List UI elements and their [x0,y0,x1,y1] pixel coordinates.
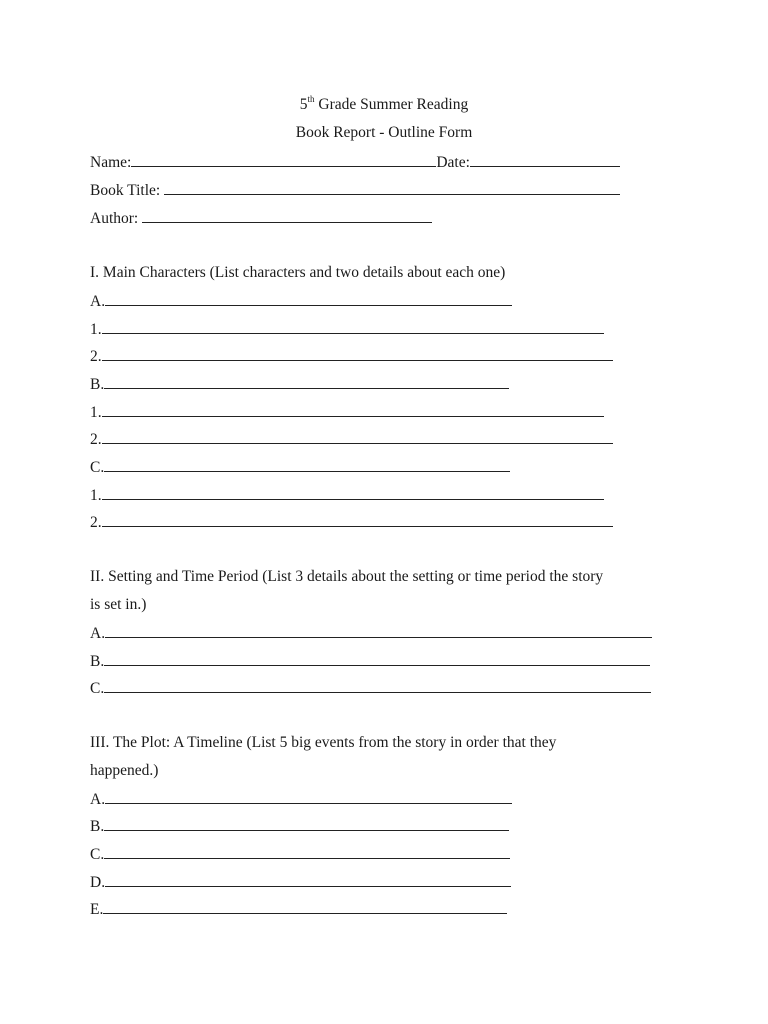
item-label: 2. [90,431,102,448]
item-label: C. [90,846,105,863]
answer-field[interactable] [105,290,512,306]
answer-field[interactable] [104,373,509,389]
item-label: E. [90,901,104,918]
answer-field[interactable] [105,788,512,804]
author-field[interactable] [142,207,432,223]
answer-field[interactable] [102,345,613,361]
item-label: B. [90,818,105,835]
item-label: 1. [90,321,102,338]
section-1-item [90,484,604,506]
book-title-label: Book Title: [90,182,165,199]
section-1-item [90,428,613,450]
section-3-item [90,843,510,865]
answer-field[interactable] [104,843,510,859]
section-3-item [90,788,512,810]
item-label: 1. [90,487,102,504]
grade-suffix: th [307,94,315,104]
section-1-heading: I. Main Characters (List characters and two details about each one) [90,264,506,281]
item-label: 2. [90,514,102,531]
section-2-heading-line-1: II. Setting and Time Period (List 3 details about the setting or time period the story [90,568,604,585]
item-label: 2. [90,348,102,365]
section-1-item [90,456,510,478]
item-label: A. [90,791,106,808]
section-1-item [90,373,509,395]
section-3-item [90,871,511,893]
date-label: Date: [436,154,470,171]
section-3-item [90,898,507,920]
section-3-item [90,815,509,837]
book-title-field[interactable] [164,179,620,195]
answer-field[interactable] [102,318,604,334]
section-1-item [90,345,613,367]
title-text: Grade Summer Reading [314,96,469,113]
form-subtitle: Book Report - Outline Form [295,124,473,141]
answer-field[interactable] [102,511,613,527]
item-label: 1. [90,404,102,421]
item-label: B. [90,653,105,670]
section-1-item [90,318,604,340]
section-3-heading-line-1: III. The Plot: A Timeline (List 5 big events from the story in order that they [90,734,557,751]
author-line [90,207,432,229]
item-label: A. [90,625,106,642]
answer-field[interactable] [105,622,652,638]
name-date-line [90,151,620,173]
date-field[interactable] [470,151,620,167]
grade-number: 5 [299,96,308,113]
section-2-item [90,677,651,699]
book-title-line [90,179,620,201]
section-1-item [90,290,512,312]
answer-field[interactable] [104,815,509,831]
author-label: Author: [90,210,143,227]
name-field[interactable] [131,151,436,167]
item-label: A. [90,293,106,310]
item-label: C. [90,680,105,697]
section-1-item [90,511,613,533]
answer-field[interactable] [102,428,613,444]
form-title [0,96,768,114]
answer-field[interactable] [102,401,604,417]
item-label: B. [90,376,105,393]
answer-field[interactable] [104,650,650,666]
answer-field[interactable] [102,484,604,500]
answer-field[interactable] [103,898,507,914]
item-label: C. [90,459,105,476]
section-3-heading-line-2: happened.) [90,762,159,779]
section-2-item [90,622,652,644]
answer-field[interactable] [104,456,510,472]
item-label: D. [90,874,106,891]
answer-field[interactable] [104,677,651,693]
section-1-item [90,401,604,423]
section-2-item [90,650,650,672]
answer-field[interactable] [105,871,511,887]
section-2-heading-line-2: is set in.) [90,596,147,613]
name-label: Name: [90,154,132,171]
